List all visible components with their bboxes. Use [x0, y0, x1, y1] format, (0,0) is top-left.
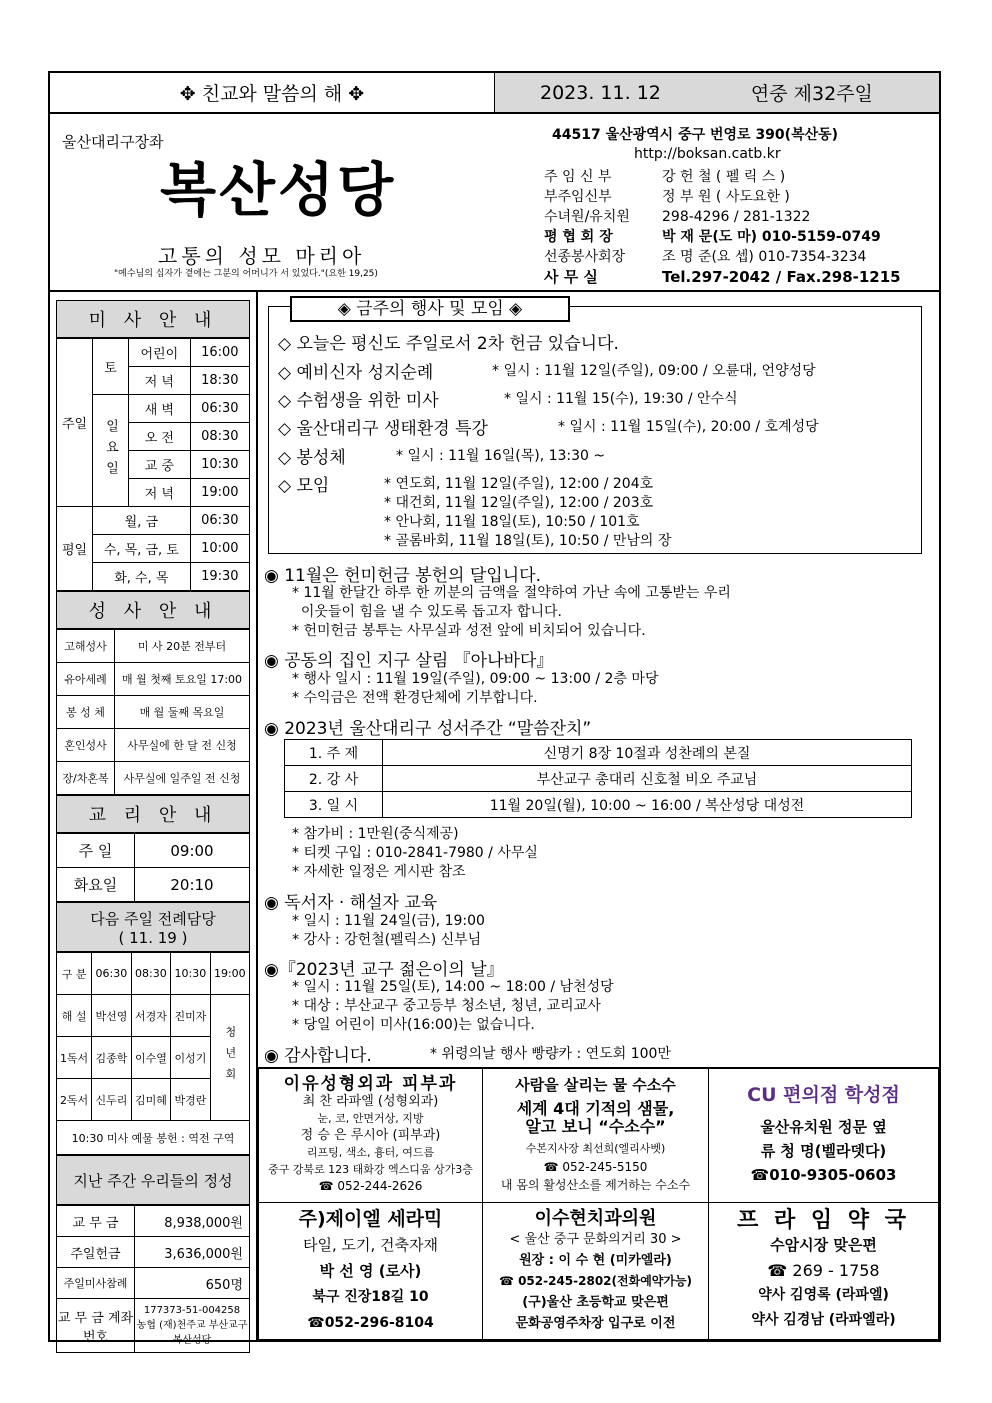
year-theme: ✥ 친교와 말씀의 해 ✥	[50, 73, 495, 112]
ad-clinic: 이유성형외과 피부과 최 찬 라파엘 (성형외과) 눈, 코, 안면거상, 지방 정 승 은 루시아 (피부과) 리프팅, 색소, 흉터, 여드름 중구 강북로 123 태화강 엑스디움 상가3층 ☎ 052-244-2626	[259, 1068, 483, 1202]
liturgical-week: 연중 제32주일	[750, 83, 873, 105]
event-item: ◇ 봉성체	[278, 448, 346, 468]
account-number: 177373-51-004258	[143, 1305, 241, 1316]
mass-title: 미 사 안 내	[56, 300, 250, 338]
sidebar	[56, 300, 250, 1353]
patron-quote: "예수님의 십자가 곁에는 그분의 어머니가 서 있었다."(요한 19,25)	[114, 269, 378, 279]
event-item: ◇ 예비신자 성지순례	[278, 363, 434, 383]
patron-name: 고통의 성모 마리아	[158, 244, 366, 268]
ad-water: 사람을 살리는 물 수소수 세계 4대 기적의 샘물, 알고 보니 “수소수” 수본지사장 최선희(엘리사벳) ☎ 052-245-5150 내 몸의 활성산소를 제거하는 수소수	[483, 1068, 709, 1202]
notice-heading: ◉ 공동의 집인 지구 살림 『아나바다』	[264, 651, 554, 671]
events-title: ◈ 금주의 행사 및 모임 ◈	[290, 296, 570, 322]
liturgy-title: 다음 주일 전례담당 ( 11. 19 )	[56, 902, 250, 952]
notice-heading: ◉ 2023년 울산대리구 성서주간 “말씀잔치”	[264, 719, 592, 739]
event-item: ◇ 모임	[278, 476, 330, 496]
offering-title: 지난 주간 우리들의 정성	[56, 1155, 250, 1205]
event-item: ◇ 울산대리구 생태환경 특강	[278, 419, 488, 439]
staff-list: 주 임 신 부 강 헌 철 ( 펠 릭 스 ) 부주임신부 정 부 원 ( 사도요한 ) 수녀원/유치원 298-4296 / 281-1322 평 협 회 장 박 재 문(도 마) 010-5159-0749 선종봉사회장 조 명 준(요 셉) 010-7354-3234 사 무 실 Tel.297-2042 / Fax.298-1215	[544, 169, 901, 286]
offering-table: 교 무 금 8,938,000원 주일헌금 3,636,000원 주일미사참례 650명 교 무 금 계좌번호 177373-51-004258 농협 (재)천주교 부산교구 복산성당	[56, 1205, 250, 1353]
mass-table: 주일 토 어린이 16:00 저 녁 18:30 일요일 새 벽 06:30 오 전 08:30 교 중 10:30 저 녁 19:00 평일 월, 금 06:30 수, 목, 금, 토 10:00 화, 수, 목 19:30	[56, 338, 250, 591]
issue-date: 2023. 11. 12	[540, 81, 661, 104]
ads-grid	[258, 1067, 939, 1340]
notice-heading: ◉ 감사합니다.	[264, 1046, 372, 1066]
bible-week-table: 1. 주 제 신명기 8장 10절과 성찬례의 본질 2. 강 사 부산교구 총대리 신호철 비오 주교님 3. 일 시 11월 20일(월), 10:00 ~ 16:00 / 복산성당 대성전	[284, 739, 912, 818]
ad-cu: CU 편의점 학성점 울산유치원 정문 옆 류 청 명(벨라뎃다) ☎010-9305-0603	[709, 1068, 939, 1202]
ad-dental: 이수현치과의원 < 울산 중구 문화의거리 30 > 원장 : 이 수 현 (미카엘라) ☎ 052-245-2802(전화예약가능) (구)울산 초등학교 맞은편 문화공영주차장 입구로 이전	[483, 1202, 709, 1340]
event-item: ◇ 오늘은 평신도 주일로서 2차 헌금 있습니다.	[278, 334, 619, 354]
website-url[interactable]: http://boksan.catb.kr	[634, 146, 781, 162]
sacrament-title: 성 사 안 내	[56, 591, 250, 629]
cu-logo: CU 편의점 학성점	[747, 1084, 900, 1107]
church-name: 복산성당	[160, 156, 397, 224]
notice-heading: ◉『2023년 교구 젊은이의 날』	[264, 960, 504, 980]
ad-ceramic: 주)제이엘 세라믹 타일, 도기, 건축자재 박 선 영 (로사) 북구 진장18길 10 ☎052-296-8104	[259, 1202, 483, 1340]
address: 44517 울산광역시 중구 번영로 390(복산동)	[552, 127, 839, 143]
youth-group: 청년회	[210, 995, 249, 1121]
diocese-label: 울산대리구장좌	[62, 133, 164, 151]
meeting-item: * 대건회, 11월 12일(주일), 12:00 / 203호	[384, 495, 654, 511]
top-bar	[50, 73, 939, 114]
meeting-item: * 골롬바회, 11월 18일(토), 10:50 / 만남의 장	[384, 533, 672, 549]
event-item: ◇ 수험생을 위한 미사	[278, 391, 439, 411]
meeting-item: * 연도회, 11월 12일(주일), 12:00 / 204호	[384, 476, 654, 492]
notice-heading: ◉ 11월은 헌미헌금 봉헌의 달입니다.	[264, 566, 541, 586]
sacrament-table: 고해성사 미 사 20분 전부터 유아세례 매 월 첫째 토요일 17:00 봉 성 체 매 월 둘째 목요일 혼인성사 사무실에 한 달 전 신청 장/차혼복 사무실에 일주일 전 신청	[56, 629, 250, 795]
liturgy-note: 10:30 미사 예물 봉헌 : 역전 구역	[57, 1121, 250, 1155]
liturgy-table: 구 분 06:30 08:30 10:30 19:00 해 설 박선영 서경자 진미자 청년회 1독서 김종학 이수열 이성기 2독서 신두리 김미혜 박경란 10:30 미사 예물 봉헌 : 역전 구역	[56, 952, 250, 1155]
notice-heading: ◉ 독서자 · 해설자 교육	[264, 893, 438, 913]
catechism-table: 주 일 09:00 화요일 20:10	[56, 833, 250, 902]
meeting-item: * 안나회, 11월 18일(토), 10:50 / 101호	[384, 514, 640, 530]
ad-pharmacy: 프 라 임 약 국 수암시장 맞은편 ☎ 269 - 1758 약사 김영록 (라파엘) 약사 김경남 (라파엘라)	[709, 1202, 939, 1340]
catechism-title: 교 리 안 내	[56, 795, 250, 833]
